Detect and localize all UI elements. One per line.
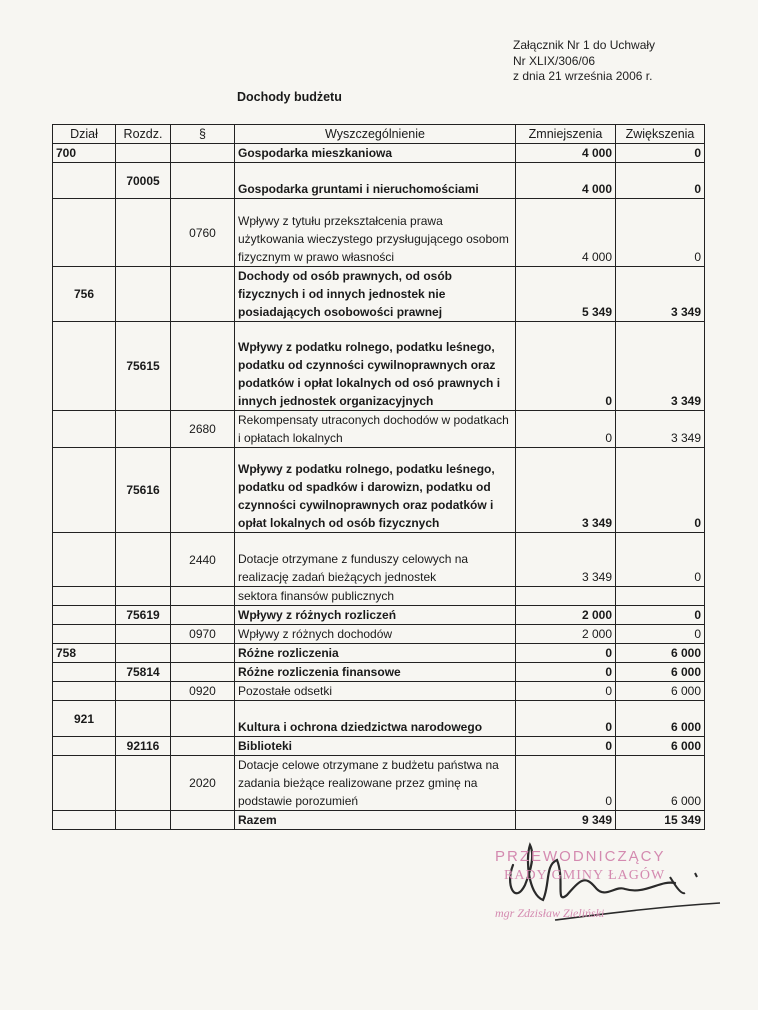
cell-plus: 0 [616,199,705,267]
attachment-line-1: Załącznik Nr 1 do Uchwały [513,38,656,52]
cell-rozdz [116,267,171,322]
cell-par [171,663,235,682]
table-row [53,737,705,756]
cell-minus: 3 349 [516,448,616,533]
cell-par: 0760 [171,199,235,267]
cell-plus: 0 [616,163,705,199]
cell-par [171,163,235,199]
cell-desc: Dotacje celowe otrzymane z budżetu państwa na zadania bieżące realizowane przez gminę na podstawie porozumień [235,756,516,811]
cell-minus: 3 349 [516,533,616,587]
stamp-title: PRZEWODNICZĄCY [495,848,666,865]
col-header-dzial: Dział [53,125,116,144]
cell-plus: 0 [616,533,705,587]
col-header-rozdz: Rozdz. [116,125,171,144]
table-row [53,682,705,701]
header-row [53,125,705,144]
table-row [53,587,705,606]
cell-minus: 0 [516,411,616,448]
col-header-plus: Zwiększenia [616,125,705,144]
cell-plus: 6 000 [616,644,705,663]
table-row [53,163,705,199]
cell-minus: 0 [516,737,616,756]
cell-plus: 6 000 [616,682,705,701]
cell-desc: Biblioteki [235,737,516,756]
cell-plus: 6 000 [616,701,705,737]
cell-dzial: 756 [53,267,116,322]
cell-desc: Wpływy z różnych rozliczeń [235,606,516,625]
total-label: Razem [235,811,516,830]
cell-desc: Dochody od osób prawnych, od osób fizycznych i od innych jednostek nie posiadających osobowości prawnej [235,267,516,322]
col-header-par: § [171,125,235,144]
cell-par: 2440 [171,533,235,587]
table-row [53,448,705,533]
cell-rozdz [116,625,171,644]
cell-dzial [53,663,116,682]
cell-dzial [53,411,116,448]
cell-plus: 3 349 [616,322,705,411]
cell-plus: 0 [616,144,705,163]
cell-desc: Dotacje otrzymane z funduszy celowych na realizację zadań bieżących jednostek [235,533,516,587]
cell-minus: 2 000 [516,625,616,644]
cell-par [171,811,235,830]
cell-plus: 3 349 [616,411,705,448]
cell-minus: 0 [516,756,616,811]
cell-dzial [53,811,116,830]
cell-desc: Gospodarka mieszkaniowa [235,144,516,163]
cell-dzial [53,737,116,756]
cell-minus: 4 000 [516,144,616,163]
cell-plus: 6 000 [616,663,705,682]
cell-minus: 0 [516,644,616,663]
cell-desc: Różne rozliczenia [235,644,516,663]
cell-minus: 5 349 [516,267,616,322]
cell-minus: 0 [516,663,616,682]
cell-desc: Różne rozliczenia finansowe [235,663,516,682]
cell-rozdz [116,144,171,163]
table-row [53,322,705,411]
table-row [53,663,705,682]
cell-dzial: 921 [53,701,116,737]
cell-rozdz: 75615 [116,322,171,411]
cell-par [171,701,235,737]
attachment-line-3: z dnia 21 września 2006 r. [513,69,653,83]
cell-minus: 4 000 [516,163,616,199]
attachment-reference [513,38,655,85]
cell-par: 2020 [171,756,235,811]
cell-dzial [53,199,116,267]
cell-desc: Kultura i ochrona dziedzictwa narodowego [235,701,516,737]
cell-par [171,737,235,756]
cell-rozdz [116,682,171,701]
cell-minus [516,587,616,606]
table-row [53,606,705,625]
table-row [53,267,705,322]
cell-rozdz: 75814 [116,663,171,682]
cell-plus: 6 000 [616,737,705,756]
cell-par: 2680 [171,411,235,448]
cell-rozdz [116,756,171,811]
cell-dzial: 758 [53,644,116,663]
cell-par: 0920 [171,682,235,701]
cell-minus: 4 000 [516,199,616,267]
cell-dzial: 700 [53,144,116,163]
attachment-line-2: Nr XLIX/306/06 [513,53,596,68]
cell-dzial [53,587,116,606]
table-row [53,533,705,587]
cell-rozdz: 75619 [116,606,171,625]
cell-par [171,644,235,663]
cell-par [171,606,235,625]
cell-plus: 3 349 [616,267,705,322]
cell-minus: 0 [516,701,616,737]
cell-rozdz [116,644,171,663]
cell-desc: Wpływy z tytułu przekształcenia prawa użytkowania wieczystego przysługującego osobom fizycznym w prawo własności [235,199,516,267]
budget-table [52,124,705,830]
cell-desc: Gospodarka gruntami i nieruchomościami [235,163,516,199]
table-row [53,625,705,644]
cell-plus: 0 [616,606,705,625]
cell-minus: 0 [516,682,616,701]
table-row [53,756,705,811]
cell-plus: 0 [616,448,705,533]
cell-minus: 2 000 [516,606,616,625]
cell-par [171,144,235,163]
cell-rozdz [116,701,171,737]
col-header-desc: Wyszczególnienie [235,125,516,144]
table-row [53,199,705,267]
cell-rozdz: 92116 [116,737,171,756]
cell-par [171,587,235,606]
cell-desc: sektora finansów publicznych [235,587,516,606]
cell-plus [616,587,705,606]
cell-rozdz [116,411,171,448]
cell-par [171,267,235,322]
total-minus: 9 349 [516,811,616,830]
cell-rozdz: 70005 [116,163,171,199]
cell-par [171,448,235,533]
cell-desc: Wpływy z różnych dochodów [235,625,516,644]
cell-par: 0970 [171,625,235,644]
col-header-minus: Zmniejszenia [516,125,616,144]
cell-rozdz [116,533,171,587]
cell-rozdz [116,199,171,267]
cell-desc: Wpływy z podatku rolnego, podatku leśnego, podatku od spadków i darowizn, podatku od czynności cywilnoprawnych oraz podatków i opłat lokalnych od osób fizycznych [235,448,516,533]
cell-rozdz: 75616 [116,448,171,533]
document-title: Dochody budżetu [237,90,342,104]
cell-par [171,322,235,411]
total-plus: 15 349 [616,811,705,830]
table-row [53,144,705,163]
cell-desc: Wpływy z podatku rolnego, podatku leśnego, podatku od czynności cywilnoprawnych oraz podatków i opłat lokalnych od osó prawnych i innych jednostek organizacyjnych [235,322,516,411]
cell-plus: 0 [616,625,705,644]
cell-rozdz [116,587,171,606]
table-row [53,644,705,663]
cell-minus: 0 [516,322,616,411]
cell-plus: 6 000 [616,756,705,811]
cell-dzial [53,756,116,811]
cell-dzial [53,322,116,411]
cell-dzial [53,606,116,625]
table-row [53,701,705,737]
stamp-name: mgr Zdzisław Zieliński [495,906,605,920]
cell-dzial [53,625,116,644]
cell-dzial [53,448,116,533]
stamp-council: RADY GMINY ŁAGÓW [504,868,666,883]
cell-rozdz [116,811,171,830]
table-row [53,411,705,448]
cell-desc: Pozostałe odsetki [235,682,516,701]
cell-desc: Rekompensaty utraconych dochodów w podatkach i opłatach lokalnych [235,411,516,448]
cell-dzial [53,533,116,587]
cell-dzial [53,163,116,199]
cell-dzial [53,682,116,701]
